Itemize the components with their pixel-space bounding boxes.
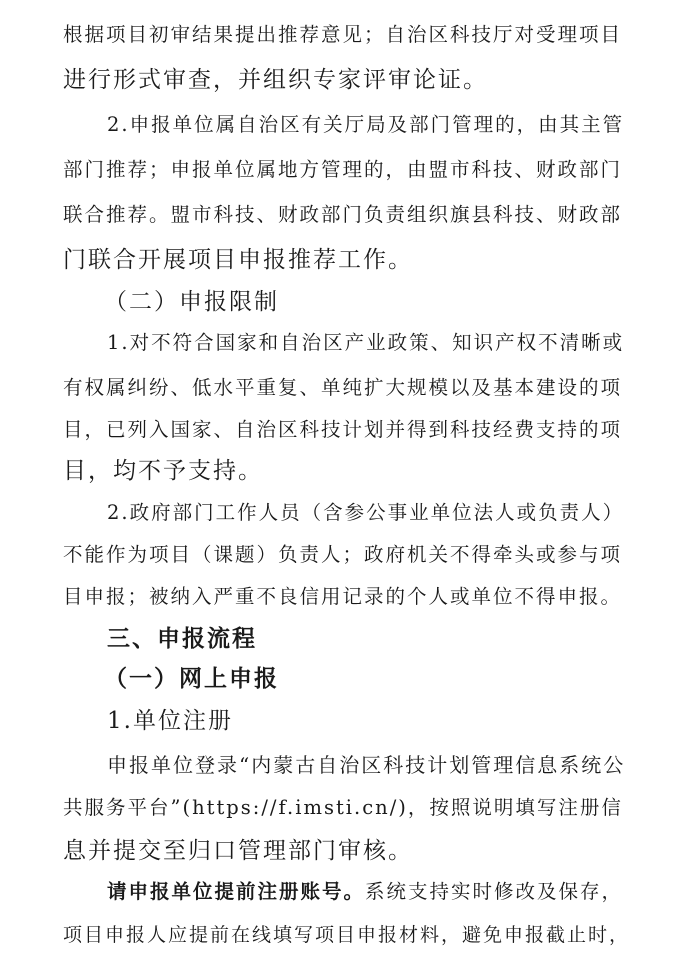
paragraph-line: 息并提交至归口管理部门审核。 <box>63 838 413 864</box>
bold-emphasis: 请申报单位提前注册账号。 <box>107 880 366 903</box>
section-heading: 三、申报流程 <box>107 626 257 652</box>
paragraph-line: 2.申报单位属自治区有关厅局及部门管理的，由其主管 <box>107 113 625 136</box>
paragraph-line: 2.政府部门工作人员（含参公事业单位法人或负责人） <box>107 501 625 524</box>
paragraph-line: 门联合开展项目申报推荐工作。 <box>63 247 413 273</box>
paragraph-line: 联合推荐。盟市科技、财政部门负责组织旗县科技、财政部 <box>63 203 623 226</box>
paragraph-line: 目，均不予支持。 <box>63 458 263 484</box>
paragraph-line: 目申报；被纳入严重不良信用记录的个人或单位不得申报。 <box>63 585 623 608</box>
paragraph-line: 项目申报人应提前在线填写项目申报材料，避免申报截止时， <box>63 924 631 946</box>
section-subheading: （二）申报限制 <box>104 289 279 315</box>
paragraph-line: 根据项目初审结果提出推荐意见；自治区科技厅对受理项目 <box>63 23 623 46</box>
paragraph-line: 不能作为项目（课题）负责人；政府机关不得牵头或参与项 <box>63 543 623 566</box>
item-heading: 1.单位注册 <box>107 708 233 734</box>
paragraph-line: 有权属纠纷、低水平重复、单纯扩大规模以及基本建设的项 <box>63 376 623 399</box>
paragraph-line: 部门推荐；申报单位属地方管理的，由盟市科技、财政部门 <box>63 158 623 181</box>
paragraph-line: 目，已列入国家、自治区科技计划并得到科技经费支持的项 <box>63 418 623 441</box>
paragraph-line: 进行形式审查，并组织专家评审论证。 <box>63 67 488 93</box>
paragraph-line: 1.对不符合国家和自治区产业政策、知识产权不清晰或 <box>107 331 625 354</box>
paragraph-text: 系统支持实时修改及保存， <box>365 880 624 903</box>
paragraph-line: 共服务平台”(https://f.imsti.cn/)，按照说明填写注册信 <box>63 796 623 819</box>
paragraph-line: 申报单位登录“内蒙古自治区科技计划管理信息系统公 <box>107 753 626 777</box>
paragraph-line <box>107 877 623 907</box>
section-subheading: （一）网上申报 <box>104 665 279 692</box>
